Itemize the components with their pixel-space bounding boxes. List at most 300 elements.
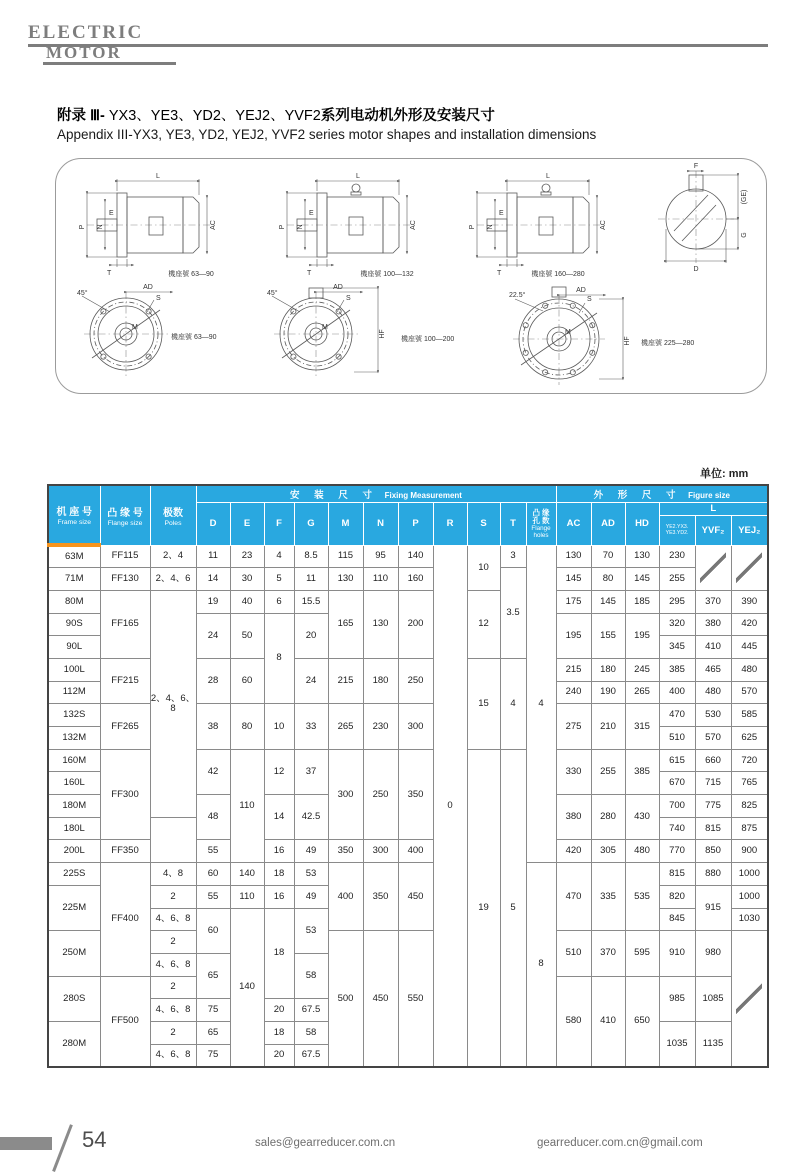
table-cell: 63M bbox=[48, 545, 100, 568]
dim-label-E: E bbox=[309, 210, 314, 217]
holes-zh-2: 孔 数 bbox=[532, 515, 550, 525]
table-cell: 24 bbox=[196, 613, 230, 658]
flange-size-zh: 凸 缘 号 bbox=[107, 507, 143, 519]
table-cell: 16 bbox=[264, 840, 294, 863]
table-cell: 20 bbox=[264, 999, 294, 1022]
table-row bbox=[48, 863, 768, 886]
holes-zh-1: 凸 缘 bbox=[532, 507, 550, 517]
dim-label-D: D bbox=[693, 266, 699, 273]
frame-size-zh: 机 座 号 bbox=[56, 507, 93, 518]
table-cell: 67.5 bbox=[294, 999, 328, 1022]
table-cell: 2 bbox=[150, 976, 196, 999]
table-cell: 775 bbox=[695, 795, 731, 818]
dim-label-AC: AC bbox=[210, 220, 217, 230]
table-cell: 12 bbox=[264, 749, 294, 794]
table-cell: 535 bbox=[625, 863, 659, 931]
table-cell: 510 bbox=[659, 727, 695, 750]
table-cell: 2 bbox=[150, 931, 196, 954]
table-cell: 175 bbox=[556, 590, 591, 613]
table-cell: 420 bbox=[731, 613, 768, 636]
header-rule-bottom bbox=[43, 62, 176, 65]
L-sub-bottom: YE3.YD2. bbox=[665, 530, 689, 536]
col-header-poles bbox=[150, 485, 196, 545]
dim-label-S: S bbox=[587, 296, 592, 303]
col-header-T: T bbox=[500, 502, 526, 545]
dimension-table bbox=[47, 484, 769, 1068]
table-cell: 112M bbox=[48, 681, 100, 704]
table-cell: 24 bbox=[294, 658, 328, 703]
table-cell: 570 bbox=[695, 727, 731, 750]
table-cell: 385 bbox=[625, 749, 659, 794]
table-cell: 75 bbox=[196, 999, 230, 1022]
table-cell: 30 bbox=[230, 568, 264, 591]
table-cell: 2、4、6、8 bbox=[150, 590, 196, 817]
table-cell: 70 bbox=[591, 545, 625, 568]
table-cell: 60 bbox=[230, 658, 264, 703]
col-header-R: R bbox=[433, 502, 467, 545]
table-cell: 430 bbox=[625, 795, 659, 840]
dim-label-HF: HF bbox=[379, 329, 386, 339]
dim-label-M: M bbox=[322, 324, 328, 331]
motor-side-view-63-90 bbox=[79, 173, 217, 277]
table-cell: 65 bbox=[196, 953, 230, 998]
col-header-P: P bbox=[398, 502, 433, 545]
flange-view-100-200 bbox=[267, 284, 386, 376]
col-header-AD: AD bbox=[591, 502, 625, 545]
col-header-L-yej2: YEJ₂ bbox=[731, 515, 768, 545]
table-cell: 480 bbox=[731, 658, 768, 681]
frame-size-en: Frame size bbox=[57, 519, 92, 526]
table-cell: 380 bbox=[695, 613, 731, 636]
table-cell: 53 bbox=[294, 863, 328, 886]
unit-label: 单位: mm bbox=[700, 468, 749, 480]
dim-label-P: P bbox=[279, 224, 286, 230]
table-cell: 18 bbox=[264, 908, 294, 999]
table-cell: 370 bbox=[591, 931, 625, 976]
table-cell: 14 bbox=[264, 795, 294, 840]
motor-drawings bbox=[56, 159, 766, 393]
slash-cell bbox=[731, 545, 768, 590]
title-models: YX3、YE3、YD2、YEJ2、YVF2 bbox=[108, 108, 321, 124]
figure-en: Figure size bbox=[688, 490, 730, 500]
table-cell: 71M bbox=[48, 568, 100, 591]
table-cell: 4 bbox=[500, 658, 526, 749]
figure-zh: 外 形 尺 寸 bbox=[593, 489, 682, 501]
table-cell: 250 bbox=[363, 749, 398, 840]
table-cell: 530 bbox=[695, 704, 731, 727]
col-header-F: F bbox=[264, 502, 294, 545]
table-cell: 37 bbox=[294, 749, 328, 794]
table-cell: 2、4 bbox=[150, 545, 196, 568]
dim-label-T: T bbox=[497, 270, 502, 277]
table-cell: 715 bbox=[695, 772, 731, 795]
table-cell: 185 bbox=[625, 590, 659, 613]
col-header-G: G bbox=[294, 502, 328, 545]
table-cell: 1085 bbox=[695, 976, 731, 1021]
dim-label-E: E bbox=[109, 210, 114, 217]
table-cell: 255 bbox=[659, 568, 695, 591]
holes-en-1: Flange bbox=[531, 524, 551, 532]
table-cell: 985 bbox=[659, 976, 695, 1021]
table-cell: 180 bbox=[363, 658, 398, 703]
table-cell: 4 bbox=[526, 545, 556, 863]
table-cell: 295 bbox=[659, 590, 695, 613]
table-cell: 145 bbox=[556, 568, 591, 591]
table-cell: FF500 bbox=[100, 976, 150, 1067]
table-cell: 130 bbox=[363, 590, 398, 658]
table-cell: 910 bbox=[659, 931, 695, 976]
table-cell: 5 bbox=[500, 749, 526, 1067]
table-cell: 42.5 bbox=[294, 795, 328, 840]
table-cell: 465 bbox=[695, 658, 731, 681]
motor-side-view-160-280 bbox=[469, 173, 607, 277]
table-cell: FF265 bbox=[100, 704, 150, 749]
table-cell: 132S bbox=[48, 704, 100, 727]
table-cell: 165 bbox=[328, 590, 363, 658]
table-cell: 350 bbox=[398, 749, 433, 840]
table-cell: 80M bbox=[48, 590, 100, 613]
table-cell: 145 bbox=[591, 590, 625, 613]
dim-label-AC: AC bbox=[410, 220, 417, 230]
footer-email-gmail: gearreducer.com.cn@gmail.com bbox=[537, 1137, 703, 1149]
table-cell: 595 bbox=[625, 931, 659, 976]
dim-label-AD: AD bbox=[143, 284, 153, 291]
table-row bbox=[48, 590, 768, 613]
table-cell: FF300 bbox=[100, 749, 150, 840]
table-cell: 28 bbox=[196, 658, 230, 703]
table-cell: 14 bbox=[196, 568, 230, 591]
caption-flange-100-200: 機座號 100—200 bbox=[401, 336, 455, 343]
table-cell: 765 bbox=[731, 772, 768, 795]
dim-label-E: E bbox=[499, 210, 504, 217]
table-cell: 230 bbox=[659, 545, 695, 568]
table-cell: 300 bbox=[363, 840, 398, 863]
table-cell: FF350 bbox=[100, 840, 150, 863]
table-cell: 700 bbox=[659, 795, 695, 818]
title-prefix: 附录 Ⅲ- bbox=[57, 108, 109, 124]
table-cell: 160L bbox=[48, 772, 100, 795]
col-header-N: N bbox=[363, 502, 398, 545]
caption-frame-100-132: 機座號 100—132 bbox=[360, 271, 414, 278]
table-cell: 215 bbox=[328, 658, 363, 703]
col-header-E: E bbox=[230, 502, 264, 545]
dim-label-S: S bbox=[156, 295, 161, 302]
table-cell: 110 bbox=[230, 885, 264, 908]
dim-label-M: M bbox=[132, 324, 138, 331]
table-cell: 275 bbox=[556, 704, 591, 749]
table-cell: 740 bbox=[659, 817, 695, 840]
table-cell: 815 bbox=[659, 863, 695, 886]
dim-label-N: N bbox=[97, 224, 104, 230]
spec-table-body bbox=[48, 545, 768, 1067]
col-header-L-series bbox=[659, 515, 695, 545]
table-cell: 4、6、8 bbox=[150, 999, 196, 1022]
table-cell: 55 bbox=[196, 840, 230, 863]
table-cell: 67.5 bbox=[294, 1044, 328, 1067]
table-cell: 625 bbox=[731, 727, 768, 750]
table-cell: 195 bbox=[625, 613, 659, 658]
table-cell: 335 bbox=[591, 863, 625, 931]
table-cell: 11 bbox=[196, 545, 230, 568]
table-cell: 470 bbox=[556, 863, 591, 931]
table-cell: 420 bbox=[556, 840, 591, 863]
page-number: 54 bbox=[82, 1127, 107, 1152]
col-header-frame-size bbox=[48, 485, 100, 545]
table-cell: 115 bbox=[328, 545, 363, 568]
motor-side-view-100-132 bbox=[279, 173, 417, 277]
table-cell: 250 bbox=[398, 658, 433, 703]
table-cell: 180 bbox=[591, 658, 625, 681]
dim-label-N: N bbox=[487, 224, 494, 230]
table-cell: 510 bbox=[556, 931, 591, 976]
table-cell: 480 bbox=[695, 681, 731, 704]
band-fixing-measurement bbox=[196, 485, 556, 502]
table-cell: 6 bbox=[264, 590, 294, 613]
dim-label-AD: AD bbox=[333, 284, 343, 291]
angle-label-225: 22.5° bbox=[509, 292, 526, 299]
table-cell: 350 bbox=[328, 840, 363, 863]
table-cell: 80 bbox=[591, 568, 625, 591]
dim-label-F: F bbox=[693, 163, 699, 170]
table-cell: 58 bbox=[294, 1021, 328, 1044]
table-cell: 400 bbox=[328, 863, 363, 931]
angle-label-45: 45° bbox=[77, 290, 88, 297]
table-cell: 20 bbox=[294, 613, 328, 658]
band-figure-size bbox=[556, 485, 768, 502]
table-cell: 450 bbox=[363, 931, 398, 1067]
table-row bbox=[48, 568, 768, 591]
table-cell: 1030 bbox=[731, 908, 768, 931]
dimension-diagram-box bbox=[55, 158, 767, 394]
table-cell: 48 bbox=[196, 795, 230, 840]
table-cell: 210 bbox=[591, 704, 625, 749]
table-cell: FF165 bbox=[100, 590, 150, 658]
table-cell: FF215 bbox=[100, 658, 150, 703]
table-cell: 280S bbox=[48, 976, 100, 1021]
table-cell: 58 bbox=[294, 953, 328, 998]
table-cell: 400 bbox=[398, 840, 433, 863]
table-cell: 585 bbox=[731, 704, 768, 727]
table-cell: 305 bbox=[591, 840, 625, 863]
dim-label-AC: AC bbox=[600, 220, 607, 230]
table-cell: FF400 bbox=[100, 863, 150, 976]
table-cell: 16 bbox=[264, 885, 294, 908]
table-cell: 18 bbox=[264, 863, 294, 886]
table-cell: 19 bbox=[196, 590, 230, 613]
table-cell: 190 bbox=[591, 681, 625, 704]
table-cell: 255 bbox=[591, 749, 625, 794]
table-cell: 650 bbox=[625, 976, 659, 1067]
table-cell: 450 bbox=[398, 863, 433, 931]
dim-label-T: T bbox=[107, 270, 112, 277]
shaft-section-view bbox=[658, 163, 748, 273]
table-cell: 915 bbox=[695, 885, 731, 930]
table-cell: FF115 bbox=[100, 545, 150, 568]
table-cell: 770 bbox=[659, 840, 695, 863]
table-cell: 300 bbox=[398, 704, 433, 749]
table-cell: 130 bbox=[328, 568, 363, 591]
dim-label-AD: AD bbox=[576, 287, 586, 294]
table-cell: 60 bbox=[196, 863, 230, 886]
caption-flange-63-90: 機座號 63—90 bbox=[171, 334, 217, 341]
table-cell: 1035 bbox=[659, 1021, 695, 1066]
table-cell: 60 bbox=[196, 908, 230, 953]
table-cell: 8.5 bbox=[294, 545, 328, 568]
brand-line-electric: ELECTRIC bbox=[28, 22, 144, 43]
table-cell: 550 bbox=[398, 931, 433, 1067]
table-cell: 80 bbox=[230, 704, 264, 749]
table-cell: 100L bbox=[48, 658, 100, 681]
table-cell: 720 bbox=[731, 749, 768, 772]
table-cell: 225M bbox=[48, 885, 100, 930]
table-cell: 345 bbox=[659, 636, 695, 659]
table-cell: 155 bbox=[591, 613, 625, 658]
table-cell: 615 bbox=[659, 749, 695, 772]
table-cell: 4、6、8 bbox=[150, 1044, 196, 1067]
footer-email-sales: sales@gearreducer.com.cn bbox=[255, 1137, 396, 1149]
table-cell: 140 bbox=[230, 863, 264, 886]
table-cell: 8 bbox=[264, 613, 294, 704]
table-cell: 500 bbox=[328, 931, 363, 1067]
table-cell: 370 bbox=[695, 590, 731, 613]
table-cell: 10 bbox=[264, 704, 294, 749]
header-rule-top bbox=[28, 44, 768, 47]
col-header-flange-size bbox=[100, 485, 150, 545]
table-cell: 245 bbox=[625, 658, 659, 681]
table-cell: 385 bbox=[659, 658, 695, 681]
caption-frame-160-280: 機座號 160—280 bbox=[531, 271, 585, 278]
table-cell: 820 bbox=[659, 885, 695, 908]
table-cell: 2、4、6 bbox=[150, 568, 196, 591]
table-cell: 19 bbox=[467, 749, 500, 1067]
table-cell: 33 bbox=[294, 704, 328, 749]
table-cell: 1000 bbox=[731, 863, 768, 886]
table-cell: 10 bbox=[467, 545, 500, 590]
flange-view-63-90 bbox=[77, 284, 172, 376]
fixing-zh: 安 装 尺 寸 bbox=[290, 489, 378, 501]
dim-label-P: P bbox=[469, 224, 476, 230]
table-cell: 75 bbox=[196, 1044, 230, 1067]
table-cell: 980 bbox=[695, 931, 731, 976]
table-cell: 280M bbox=[48, 1021, 100, 1066]
table-cell: 300 bbox=[328, 749, 363, 840]
table-cell: 480 bbox=[625, 840, 659, 863]
table-cell: 90L bbox=[48, 636, 100, 659]
table-cell: 49 bbox=[294, 840, 328, 863]
table-cell: 4、6、8 bbox=[150, 908, 196, 931]
table-cell: 4、8 bbox=[150, 863, 196, 886]
caption-frame-63-90: 機座號 63—90 bbox=[168, 271, 214, 278]
fixing-en: Fixing Measurement bbox=[384, 490, 462, 500]
dim-label-P: P bbox=[79, 224, 86, 230]
table-cell: 11 bbox=[294, 568, 328, 591]
table-cell: 130 bbox=[556, 545, 591, 568]
table-cell: 380 bbox=[556, 795, 591, 840]
table-cell: 5 bbox=[264, 568, 294, 591]
table-cell: 4 bbox=[264, 545, 294, 568]
table-cell: 53 bbox=[294, 908, 328, 953]
table-cell: 580 bbox=[556, 976, 591, 1067]
col-header-S: S bbox=[467, 502, 500, 545]
col-header-D: D bbox=[196, 502, 230, 545]
flange-size-en: Flange size bbox=[107, 519, 143, 527]
table-cell: 470 bbox=[659, 704, 695, 727]
table-cell: 20 bbox=[264, 1044, 294, 1067]
table-cell: 65 bbox=[196, 1021, 230, 1044]
table-cell: 240 bbox=[556, 681, 591, 704]
col-header-L-group: L bbox=[659, 502, 768, 515]
table-cell: 110 bbox=[230, 749, 264, 862]
table-row bbox=[48, 931, 768, 954]
brand-line-motor: MOTOR bbox=[46, 43, 122, 62]
table-cell: 3.5 bbox=[500, 568, 526, 659]
col-header-flange-holes bbox=[526, 502, 556, 545]
table-cell: 315 bbox=[625, 704, 659, 749]
table-cell: 390 bbox=[731, 590, 768, 613]
angle-label-45: 45° bbox=[267, 290, 278, 297]
table-cell: 110 bbox=[363, 568, 398, 591]
table-cell bbox=[150, 817, 196, 862]
table-cell: 2 bbox=[150, 1021, 196, 1044]
table-cell: 132M bbox=[48, 727, 100, 750]
table-cell: 280 bbox=[591, 795, 625, 840]
holes-en-2: holes bbox=[533, 531, 549, 539]
table-cell: 55 bbox=[196, 885, 230, 908]
col-header-M: M bbox=[328, 502, 363, 545]
table-cell: 18 bbox=[264, 1021, 294, 1044]
table-cell: 3 bbox=[500, 545, 526, 568]
table-cell: 1000 bbox=[731, 885, 768, 908]
caption-flange-225-280: 機座號 225—280 bbox=[641, 340, 695, 347]
dim-label-T: T bbox=[307, 270, 312, 277]
table-cell: 23 bbox=[230, 545, 264, 568]
table-cell: 49 bbox=[294, 885, 328, 908]
table-cell: 42 bbox=[196, 749, 230, 794]
table-cell: 400 bbox=[659, 681, 695, 704]
table-cell: 160 bbox=[398, 568, 433, 591]
table-cell: FF130 bbox=[100, 568, 150, 591]
table-cell: 265 bbox=[328, 704, 363, 749]
table-cell: 215 bbox=[556, 658, 591, 681]
table-cell: 815 bbox=[695, 817, 731, 840]
dim-label-L: L bbox=[546, 173, 550, 180]
table-cell: 180M bbox=[48, 795, 100, 818]
table-cell: 200L bbox=[48, 840, 100, 863]
table-cell: 250M bbox=[48, 931, 100, 976]
dim-label-L: L bbox=[156, 173, 160, 180]
dim-label-G: G bbox=[741, 232, 748, 238]
table-cell: 140 bbox=[398, 545, 433, 568]
dim-label-M: M bbox=[565, 329, 571, 336]
table-cell: 330 bbox=[556, 749, 591, 794]
table-cell: 50 bbox=[230, 613, 264, 658]
table-cell: 225S bbox=[48, 863, 100, 886]
footer-bar bbox=[0, 1137, 52, 1150]
table-cell: 160M bbox=[48, 749, 100, 772]
page-title-en: Appendix III-YX3, YE3, YD2, YEJ2, YVF2 series motor shapes and installation dimensions bbox=[57, 127, 597, 142]
table-cell: 410 bbox=[695, 636, 731, 659]
table-cell: 145 bbox=[625, 568, 659, 591]
table-cell: 180L bbox=[48, 817, 100, 840]
table-cell: 200 bbox=[398, 590, 433, 658]
table-cell: 38 bbox=[196, 704, 230, 749]
table-cell: 140 bbox=[230, 908, 264, 1067]
table-cell: 880 bbox=[695, 863, 731, 886]
col-header-HD: HD bbox=[625, 502, 659, 545]
L-sub-top: YE2.YX3. bbox=[665, 524, 689, 530]
col-header-AC: AC bbox=[556, 502, 591, 545]
flange-view-225-280 bbox=[509, 287, 631, 385]
